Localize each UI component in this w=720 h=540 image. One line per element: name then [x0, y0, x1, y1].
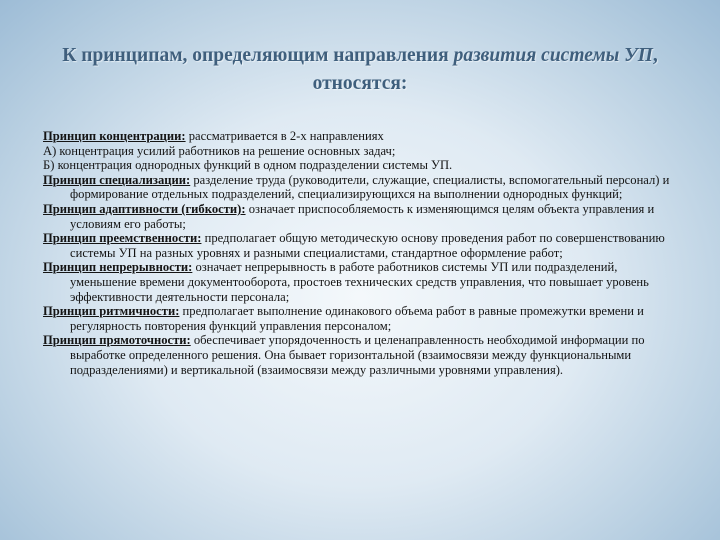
principle-term: Принцип специализации:	[43, 172, 191, 187]
principle-text: обеспечивает упорядоченность и целенаправленность необходимой информации по выработке определенного решения. Она бывает горизонтальной (взаимосвязи между функциональными подразделениями) и вертикальной (взаимосвязи между различными уровнями управления).	[70, 333, 645, 377]
principle-term: Принцип преемственности:	[43, 231, 202, 246]
principle-term: Принцип адаптивности (гибкости):	[43, 201, 246, 216]
principle-continuity	[43, 260, 683, 304]
principle-text: предполагает выполнение одинакового объема работ в равные промежутки времени и регулярность повторения функций управления персоналом;	[70, 304, 644, 333]
concentration-sub-a: А) концентрация усилий работников на решение основных задач;	[43, 143, 396, 158]
title-part1: К принципам, определяющим направления	[62, 45, 454, 66]
principle-term: Принцип непрерывности:	[43, 260, 193, 275]
principle-rhythm	[43, 304, 683, 333]
principle-text: означает приспособляемость к изменяющимся целям объекта управления и условиям его работы;	[70, 201, 655, 231]
slide-title	[40, 42, 680, 98]
principle-direct-flow	[43, 333, 683, 377]
principle-concentration	[43, 129, 683, 144]
principle-term: Принцип ритмичности:	[43, 304, 180, 319]
concentration-sub-b: Б) концентрация однородных функций в одном подразделении системы УП.	[43, 158, 453, 173]
principles-list	[43, 129, 683, 377]
principle-text: разделение труда (руководители, служащие, специалисты, вспомогательный персонал) и формирование отдельных подразделений, специализирующихся на выполнении однородных функций;	[70, 172, 670, 202]
principle-specialization	[43, 173, 683, 202]
principle-continuity-of-methods	[43, 231, 683, 260]
principle-text: означает непрерывность в работе работников системы УП или подразделений, уменьшение времени документооборота, простоев технических средств управления, что повышает уровень эффективности деятельности персонала;	[70, 260, 649, 304]
principle-text: рассматривается в 2-х направлениях	[185, 129, 384, 143]
principle-adaptivity	[43, 202, 683, 231]
principle-term: Принцип концентрации:	[43, 129, 186, 143]
principle-term: Принцип прямоточности:	[43, 333, 191, 348]
principle-text: предполагает общую методическую основу проведения работ по совершенствованию системы УП на разных уровнях и разными специалистами, стандартное оформление работ;	[70, 231, 665, 260]
title-part3: , относятся:	[312, 45, 658, 94]
title-part2: развития системы УП	[453, 45, 653, 66]
